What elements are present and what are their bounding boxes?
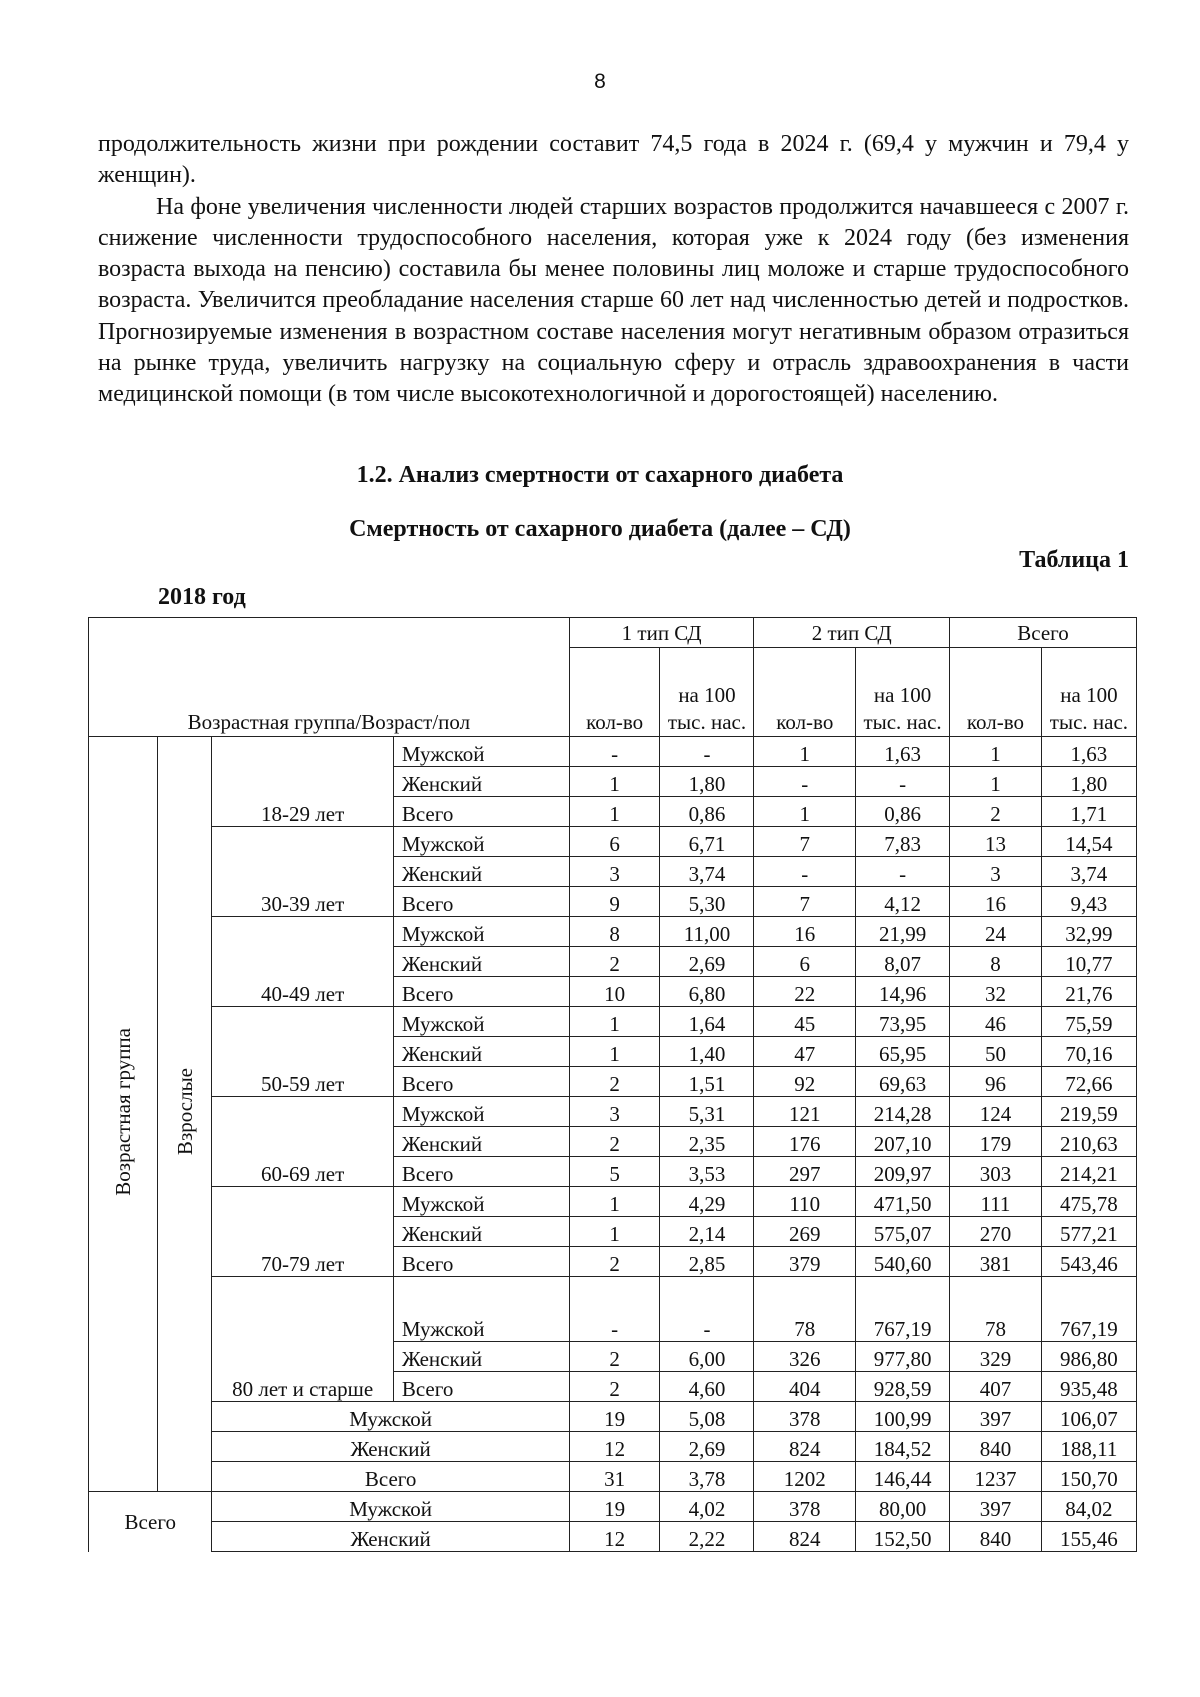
sex-cell: Всего xyxy=(393,1157,569,1187)
value-cell: 840 xyxy=(950,1432,1042,1462)
value-cell: 3 xyxy=(569,1097,660,1127)
table-row xyxy=(89,1462,1137,1492)
value-cell: 6 xyxy=(569,827,660,857)
value-cell: 404 xyxy=(754,1372,856,1402)
page-number: 8 xyxy=(594,70,606,93)
value-cell: 92 xyxy=(754,1067,856,1097)
value-cell: 1,80 xyxy=(660,767,754,797)
value-cell: 5,08 xyxy=(660,1402,754,1432)
value-cell: 12 xyxy=(569,1522,660,1552)
value-cell: 219,59 xyxy=(1041,1097,1136,1127)
sex-cell: Всего xyxy=(393,1067,569,1097)
total-sex-cell: Всего xyxy=(212,1462,569,1492)
value-cell: 2,69 xyxy=(660,1432,754,1462)
value-cell: 2,22 xyxy=(660,1522,754,1552)
value-cell: 1,51 xyxy=(660,1067,754,1097)
value-cell: 124 xyxy=(950,1097,1042,1127)
value-cell: 207,10 xyxy=(856,1127,950,1157)
corner-header: Возрастная группа/Возраст/пол xyxy=(89,618,570,737)
sex-cell: Мужской xyxy=(393,1277,569,1342)
section-heading: 1.2. Анализ смертности от сахарного диабета xyxy=(356,462,844,488)
count-header: кол-во xyxy=(569,648,660,737)
value-cell: 214,21 xyxy=(1041,1157,1136,1187)
value-cell: 84,02 xyxy=(1041,1492,1136,1522)
value-cell: 2 xyxy=(569,1247,660,1277)
value-cell: 407 xyxy=(950,1372,1042,1402)
value-cell: 31 xyxy=(569,1462,660,1492)
value-cell: 150,70 xyxy=(1041,1462,1136,1492)
sex-cell: Женский xyxy=(393,767,569,797)
value-cell: - xyxy=(660,1277,754,1342)
value-cell: 16 xyxy=(950,887,1042,917)
value-cell: 4,12 xyxy=(856,887,950,917)
value-cell: 152,50 xyxy=(856,1522,950,1552)
value-cell: 1 xyxy=(569,1187,660,1217)
value-cell: 5,30 xyxy=(660,887,754,917)
value-cell: 1,80 xyxy=(1041,767,1136,797)
value-cell: 928,59 xyxy=(856,1372,950,1402)
sex-cell: Всего xyxy=(393,887,569,917)
age-group-cell: 70-79 лет xyxy=(212,1187,393,1277)
total-sex-cell: Женский xyxy=(212,1522,569,1552)
value-cell: 824 xyxy=(754,1432,856,1462)
total-sex-cell: Женский xyxy=(212,1432,569,1462)
value-cell: 935,48 xyxy=(1041,1372,1136,1402)
value-cell: 1,40 xyxy=(660,1037,754,1067)
value-cell: 4,29 xyxy=(660,1187,754,1217)
value-cell: 188,11 xyxy=(1041,1432,1136,1462)
table-row xyxy=(89,1007,1137,1037)
value-cell: 179 xyxy=(950,1127,1042,1157)
value-cell: 7 xyxy=(754,887,856,917)
value-cell: 3,74 xyxy=(660,857,754,887)
value-cell: 5,31 xyxy=(660,1097,754,1127)
count-header: кол-во xyxy=(950,648,1042,737)
value-cell: 50 xyxy=(950,1037,1042,1067)
table-row xyxy=(89,1187,1137,1217)
value-cell: 475,78 xyxy=(1041,1187,1136,1217)
value-cell: 471,50 xyxy=(856,1187,950,1217)
value-cell: 6,80 xyxy=(660,977,754,1007)
value-cell: 4,60 xyxy=(660,1372,754,1402)
value-cell: 13 xyxy=(950,827,1042,857)
value-cell: 184,52 xyxy=(856,1432,950,1462)
value-cell: 9,43 xyxy=(1041,887,1136,917)
group-header-type2: 2 тип СД xyxy=(754,618,950,648)
table-row xyxy=(89,737,1137,767)
value-cell: 1 xyxy=(569,1217,660,1247)
sex-cell: Мужской xyxy=(393,917,569,947)
table-row xyxy=(89,827,1137,857)
value-cell: 270 xyxy=(950,1217,1042,1247)
sex-cell: Женский xyxy=(393,1342,569,1372)
value-cell: 297 xyxy=(754,1157,856,1187)
sex-cell: Мужской xyxy=(393,737,569,767)
value-cell: 210,63 xyxy=(1041,1127,1136,1157)
value-cell: 14,54 xyxy=(1041,827,1136,857)
value-cell: 1 xyxy=(950,767,1042,797)
sex-cell: Мужской xyxy=(393,1097,569,1127)
value-cell: 45 xyxy=(754,1007,856,1037)
value-cell: 378 xyxy=(754,1402,856,1432)
subgroup-label: Взрослые xyxy=(157,737,212,1492)
value-cell: 2 xyxy=(569,1127,660,1157)
total-sex-cell: Мужской xyxy=(212,1492,569,1522)
rate-header: на 100 тыс. нас. xyxy=(856,648,950,737)
body-text xyxy=(98,129,1129,411)
value-cell: 6,00 xyxy=(660,1342,754,1372)
sex-cell: Женский xyxy=(393,1217,569,1247)
value-cell: 540,60 xyxy=(856,1247,950,1277)
sex-cell: Мужской xyxy=(393,1007,569,1037)
sex-cell: Всего xyxy=(393,1247,569,1277)
value-cell: 11,00 xyxy=(660,917,754,947)
value-cell: 111 xyxy=(950,1187,1042,1217)
value-cell: - xyxy=(856,767,950,797)
paragraph: На фоне увеличения численности людей старших возрастов продолжится начавшееся с 2007 г. снижение численности трудоспособного населения, которая уже к 2024 году (без изменения возраста выхода на пенсию) составила бы менее половины лиц моложе и старше трудоспособного возраста. Увеличится преобладание населения старше 60 лет над численностью детей и подростков. Прогнозируемые изменения в возрастном составе населения могут негативным образом отразиться на рынке труда, увеличить нагрузку на социальную сферу и отрасль здравоохранения в части медицинской помощи (в том числе высокотехнологичной и дорогостоящей) населению. xyxy=(98,193,1129,408)
value-cell: 8,07 xyxy=(856,947,950,977)
value-cell: 767,19 xyxy=(856,1277,950,1342)
value-cell: 110 xyxy=(754,1187,856,1217)
value-cell: 8 xyxy=(569,917,660,947)
value-cell: 176 xyxy=(754,1127,856,1157)
value-cell: - xyxy=(569,737,660,767)
age-group-cell: 30-39 лет xyxy=(212,827,393,917)
value-cell: 7,83 xyxy=(856,827,950,857)
table-row xyxy=(89,1402,1137,1432)
value-cell: 80,00 xyxy=(856,1492,950,1522)
value-cell: 78 xyxy=(950,1277,1042,1342)
value-cell: 12 xyxy=(569,1432,660,1462)
value-cell: 6 xyxy=(754,947,856,977)
value-cell: 47 xyxy=(754,1037,856,1067)
value-cell: 986,80 xyxy=(1041,1342,1136,1372)
value-cell: 577,21 xyxy=(1041,1217,1136,1247)
value-cell: 381 xyxy=(950,1247,1042,1277)
rate-header: на 100 тыс. нас. xyxy=(660,648,754,737)
value-cell: 21,99 xyxy=(856,917,950,947)
value-cell: 24 xyxy=(950,917,1042,947)
age-group-cell: 40-49 лет xyxy=(212,917,393,1007)
value-cell: 269 xyxy=(754,1217,856,1247)
sex-cell: Женский xyxy=(393,1037,569,1067)
value-cell: 2 xyxy=(569,947,660,977)
value-cell: 2 xyxy=(569,1342,660,1372)
group-header-type1: 1 тип СД xyxy=(569,618,754,648)
value-cell: 2,35 xyxy=(660,1127,754,1157)
value-cell: 397 xyxy=(950,1492,1042,1522)
table-row xyxy=(89,1522,1137,1552)
value-cell: 1 xyxy=(754,797,856,827)
year-label: 2018 год xyxy=(158,584,246,610)
table-row xyxy=(89,1097,1137,1127)
value-cell: 1 xyxy=(569,1007,660,1037)
value-cell: 329 xyxy=(950,1342,1042,1372)
value-cell: 0,86 xyxy=(856,797,950,827)
value-cell: 3 xyxy=(950,857,1042,887)
value-cell: 303 xyxy=(950,1157,1042,1187)
age-group-cell: 80 лет и старше xyxy=(212,1277,393,1402)
value-cell: 543,46 xyxy=(1041,1247,1136,1277)
value-cell: 2,14 xyxy=(660,1217,754,1247)
age-group-cell: 50-59 лет xyxy=(212,1007,393,1097)
value-cell: 1202 xyxy=(754,1462,856,1492)
count-header: кол-во xyxy=(754,648,856,737)
value-cell: 146,44 xyxy=(856,1462,950,1492)
sex-cell: Мужской xyxy=(393,827,569,857)
value-cell: 10 xyxy=(569,977,660,1007)
value-cell: 1,63 xyxy=(1041,737,1136,767)
value-cell: 1,63 xyxy=(856,737,950,767)
value-cell: 575,07 xyxy=(856,1217,950,1247)
value-cell: 1,64 xyxy=(660,1007,754,1037)
value-cell: 32,99 xyxy=(1041,917,1136,947)
value-cell: 10,77 xyxy=(1041,947,1136,977)
value-cell: 73,95 xyxy=(856,1007,950,1037)
value-cell: 3,53 xyxy=(660,1157,754,1187)
value-cell: 1 xyxy=(950,737,1042,767)
value-cell: 7 xyxy=(754,827,856,857)
value-cell: 3 xyxy=(569,857,660,887)
sex-cell: Женский xyxy=(393,857,569,887)
table-row xyxy=(89,1277,1137,1342)
sex-cell: Всего xyxy=(393,1372,569,1402)
value-cell: 767,19 xyxy=(1041,1277,1136,1342)
value-cell: 8 xyxy=(950,947,1042,977)
value-cell: 106,07 xyxy=(1041,1402,1136,1432)
table-title: Смертность от сахарного диабета (далее – СД) xyxy=(349,516,851,542)
paragraph: продолжительность жизни при рождении составит 74,5 года в 2024 г. (69,4 у мужчин и 79,4 у женщин). xyxy=(98,131,1129,189)
value-cell: 4,02 xyxy=(660,1492,754,1522)
value-cell: 1 xyxy=(569,1037,660,1067)
value-cell: 2 xyxy=(950,797,1042,827)
value-cell: 0,86 xyxy=(660,797,754,827)
value-cell: - xyxy=(754,767,856,797)
value-cell: 155,46 xyxy=(1041,1522,1136,1552)
value-cell: - xyxy=(856,857,950,887)
value-cell: 32 xyxy=(950,977,1042,1007)
value-cell: 19 xyxy=(569,1402,660,1432)
value-cell: 96 xyxy=(950,1067,1042,1097)
sex-cell: Всего xyxy=(393,797,569,827)
value-cell: 379 xyxy=(754,1247,856,1277)
value-cell: 214,28 xyxy=(856,1097,950,1127)
value-cell: 100,99 xyxy=(856,1402,950,1432)
value-cell: 19 xyxy=(569,1492,660,1522)
value-cell: 1 xyxy=(569,797,660,827)
value-cell: 121 xyxy=(754,1097,856,1127)
value-cell: 75,59 xyxy=(1041,1007,1136,1037)
value-cell: 46 xyxy=(950,1007,1042,1037)
value-cell: - xyxy=(660,737,754,767)
total-sex-cell: Мужской xyxy=(212,1402,569,1432)
value-cell: 2,85 xyxy=(660,1247,754,1277)
value-cell: 824 xyxy=(754,1522,856,1552)
value-cell: 1 xyxy=(754,737,856,767)
value-cell: 397 xyxy=(950,1402,1042,1432)
sex-cell: Женский xyxy=(393,1127,569,1157)
value-cell: 14,96 xyxy=(856,977,950,1007)
value-cell: 209,97 xyxy=(856,1157,950,1187)
value-cell: 2 xyxy=(569,1067,660,1097)
value-cell: - xyxy=(569,1277,660,1342)
value-cell: 5 xyxy=(569,1157,660,1187)
table-row xyxy=(89,917,1137,947)
group-header-total: Всего xyxy=(950,618,1137,648)
value-cell: 70,16 xyxy=(1041,1037,1136,1067)
rate-header: на 100 тыс. нас. xyxy=(1041,648,1136,737)
value-cell: 69,63 xyxy=(856,1067,950,1097)
value-cell: 78 xyxy=(754,1277,856,1342)
table-row xyxy=(89,1492,1137,1522)
value-cell: 21,76 xyxy=(1041,977,1136,1007)
value-cell: 2 xyxy=(569,1372,660,1402)
value-cell: 378 xyxy=(754,1492,856,1522)
table-number: Таблица 1 xyxy=(1019,547,1129,573)
value-cell: 16 xyxy=(754,917,856,947)
value-cell: 3,78 xyxy=(660,1462,754,1492)
sex-cell: Всего xyxy=(393,977,569,1007)
value-cell: 840 xyxy=(950,1522,1042,1552)
value-cell: 326 xyxy=(754,1342,856,1372)
value-cell: 6,71 xyxy=(660,827,754,857)
age-group-cell: 60-69 лет xyxy=(212,1097,393,1187)
value-cell: 9 xyxy=(569,887,660,917)
value-cell: 65,95 xyxy=(856,1037,950,1067)
grand-total-label: Всего xyxy=(89,1492,212,1552)
sex-cell: Мужской xyxy=(393,1187,569,1217)
sex-cell: Женский xyxy=(393,947,569,977)
value-cell: 72,66 xyxy=(1041,1067,1136,1097)
value-cell: 1 xyxy=(569,767,660,797)
row-group-label: Возрастная группа xyxy=(89,737,158,1492)
value-cell: 2,69 xyxy=(660,947,754,977)
value-cell: 3,74 xyxy=(1041,857,1136,887)
table-row xyxy=(89,1432,1137,1462)
value-cell: 1237 xyxy=(950,1462,1042,1492)
value-cell: 22 xyxy=(754,977,856,1007)
value-cell: - xyxy=(754,857,856,887)
mortality-table xyxy=(88,617,1137,1552)
value-cell: 977,80 xyxy=(856,1342,950,1372)
value-cell: 1,71 xyxy=(1041,797,1136,827)
age-group-cell: 18-29 лет xyxy=(212,737,393,827)
